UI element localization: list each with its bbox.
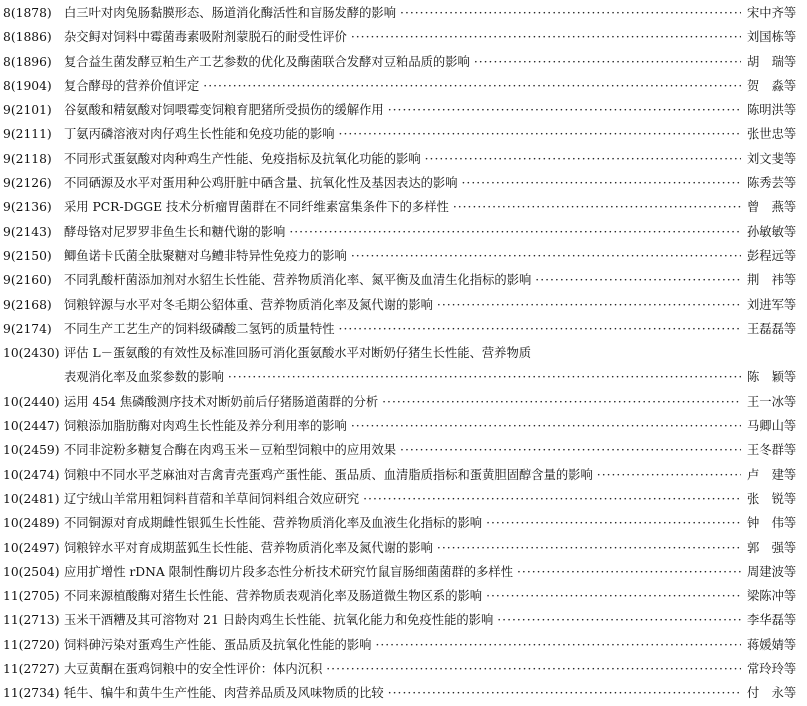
entry-issue-page: 10(2504) (3, 564, 60, 579)
entry-title[interactable]: 采用 PCR-DGGE 技术分析瘤胃菌群在不同纤维素富集条件下的多样性 (64, 200, 449, 215)
entry-title[interactable]: 白三叶对肉兔肠黏膜形态、肠道消化酶活性和盲肠发酵的影响 (64, 6, 397, 20)
entry-title-line (64, 390, 807, 414)
entry-issue-page: 10(2430) (3, 346, 60, 361)
entry-title-line (64, 463, 807, 487)
entry-issue-page: 9(2126) (3, 176, 52, 191)
toc-entry[interactable] (0, 681, 807, 705)
entry-author: 郭 强等 (747, 540, 797, 555)
entry-title[interactable]: 运用 454 焦磷酸测序技术对断奶前后仔猪肠道菌群的分析 (64, 394, 379, 409)
entry-title-line (64, 317, 807, 341)
entry-title[interactable]: 酵母铬对尼罗罗非鱼生长和糖代谢的影响 (64, 224, 286, 239)
entry-issue-page: 10(2489) (3, 516, 60, 531)
entry-title-line (64, 414, 807, 438)
dot-leader (453, 195, 741, 219)
dot-leader (425, 147, 741, 171)
entry-title[interactable]: 不同乳酸杆菌添加剂对水貂生长性能、营养物质消化率、氮平衡及血清生化指标的影响 (64, 273, 532, 288)
toc-entry[interactable] (0, 171, 807, 195)
toc-entry[interactable] (0, 1, 807, 25)
entry-title[interactable]: 评估 L－蛋氨酸的有效性及标准回肠可消化蛋氨酸水平对断奶仔猪生长性能、营养物质 (64, 346, 532, 361)
entry-issue-page: 8(1886) (3, 30, 52, 45)
toc-entry[interactable] (0, 536, 807, 560)
entry-title[interactable]: 复合益生菌发酵豆粕生产工艺参数的优化及酶菌联合发酵对豆粕品质的影响 (64, 54, 470, 69)
entry-issue-page: 9(2136) (3, 200, 52, 215)
entry-title-line (64, 25, 807, 49)
entry-issue-page: 10(2459) (3, 443, 60, 458)
entry-title[interactable]: 饲粮锌水平对育成期蓝狐生长性能、营养物质消化率及氮代谢的影响 (64, 540, 433, 555)
entry-author: 王磊磊等 (747, 321, 797, 336)
dot-leader (497, 608, 741, 632)
entry-issue-page: 9(2174) (3, 321, 52, 336)
entry-title[interactable]: 鲫鱼诺卡氏菌全肽聚糖对乌鳢非特异性免疫力的影响 (64, 248, 347, 263)
dot-leader (486, 584, 741, 608)
dot-leader (382, 390, 741, 414)
entry-author: 周建波等 (747, 564, 797, 579)
entry-title-line (64, 633, 807, 657)
toc-entry[interactable] (0, 220, 807, 244)
entry-author: 荆 祎等 (747, 273, 797, 288)
entry-issue-page: 9(2118) (3, 151, 52, 166)
entry-author: 钟 伟等 (747, 516, 797, 531)
entry-issue-page: 10(2474) (3, 467, 60, 482)
dot-leader (339, 122, 741, 146)
entry-title[interactable]: 牦牛、犏牛和黄牛生产性能、肉营养品质及风味物质的比较 (64, 686, 384, 701)
toc-entry[interactable] (0, 633, 807, 657)
entry-title-line (64, 536, 807, 560)
entry-title[interactable]: 饲粮添加脂肪酶对肉鸡生长性能及养分利用率的影响 (64, 419, 347, 434)
dot-leader (388, 98, 741, 122)
entry-title[interactable]: 玉米干酒糟及其可溶物对 21 日龄肉鸡生长性能、抗氧化能力和免疫性能的影响 (64, 613, 494, 628)
entry-author: 王一冰等 (747, 394, 797, 409)
toc-entry[interactable] (0, 584, 807, 608)
entry-author: 卢 建等 (747, 467, 797, 482)
dot-leader (535, 341, 741, 365)
entry-issue-page: 10(2447) (3, 419, 60, 434)
dot-leader (339, 317, 741, 341)
toc-entry[interactable] (0, 244, 807, 268)
entry-title-line (64, 560, 807, 584)
entry-issue-page: 10(2481) (3, 491, 60, 506)
toc-entry[interactable] (0, 657, 807, 681)
dot-leader (203, 74, 741, 98)
entry-author: 陈明洪等 (747, 103, 797, 118)
entry-title[interactable]: 复合酵母的营养价值评定 (64, 78, 200, 93)
entry-title-line (64, 341, 807, 365)
toc-entry[interactable] (0, 268, 807, 292)
dot-leader (462, 171, 741, 195)
entry-title-line (64, 50, 807, 74)
entry-issue-page: 9(2168) (3, 297, 52, 312)
dot-leader (289, 220, 741, 244)
entry-author: 陈 颖等 (747, 370, 797, 385)
entry-title[interactable]: 辽宁绒山羊常用粗饲料苜蓿和羊草间饲料组合效应研究 (64, 491, 360, 506)
toc-entry[interactable] (0, 438, 807, 462)
entry-issue-page: 11(2734) (3, 686, 60, 701)
entry-author: 胡 瑞等 (747, 54, 797, 69)
entry-issue-page: 8(1878) (3, 6, 52, 20)
toc-entry[interactable] (0, 414, 807, 438)
entry-title[interactable]: 饲粮锌源与水平对冬毛期公貂体重、营养物质消化率及氮代谢的影响 (64, 297, 433, 312)
dot-leader (474, 50, 741, 74)
entry-title-line (64, 98, 807, 122)
entry-author: 彭程远等 (747, 248, 797, 263)
entry-issue-page: 9(2160) (3, 273, 52, 288)
entry-title-line (64, 511, 807, 535)
entry-title[interactable]: 表观消化率及血浆参数的影响 (64, 370, 224, 385)
entry-title[interactable]: 不同非淀粉多糖复合酶在肉鸡玉米－豆粕型饲粮中的应用效果 (64, 443, 397, 458)
entry-author: 蒋媛婧等 (747, 637, 797, 652)
dot-leader (351, 244, 741, 268)
dot-leader (388, 681, 741, 705)
entry-title[interactable]: 应用扩增性 rDNA 限制性酶切片段多态性分析技术研究竹鼠盲肠细菌菌群的多样性 (64, 564, 513, 579)
entry-author: 梁陈冲等 (747, 589, 797, 604)
entry-title[interactable]: 大豆黄酮在蛋鸡饲粮中的安全性评价：体内沉积 (64, 662, 323, 677)
entry-title-line (64, 195, 807, 219)
entry-title[interactable]: 不同形式蛋氨酸对肉种鸡生产性能、免疫指标及抗氧化功能的影响 (64, 151, 421, 166)
entry-title[interactable]: 丁氨丙磷溶液对肉仔鸡生长性能和免疫功能的影响 (64, 127, 335, 142)
dot-leader (351, 414, 741, 438)
toc-entry[interactable] (0, 560, 807, 584)
dot-leader (437, 293, 741, 317)
entry-title-line (64, 657, 807, 681)
toc-entry[interactable] (0, 25, 807, 49)
entry-author: 贺 淼等 (747, 78, 797, 93)
entry-title-line (64, 1, 807, 25)
entry-title[interactable]: 饲粮中不同水平芝麻油对吉禽青壳蛋鸡产蛋性能、蛋品质、血清脂质指标和蛋黄胆固醇含量的影响 (64, 467, 593, 482)
entry-author: 陈秀芸等 (747, 176, 797, 191)
entry-author (747, 341, 807, 365)
entry-issue-page: 8(1896) (3, 54, 52, 69)
toc-entry[interactable] (0, 293, 807, 317)
toc-entry[interactable] (0, 365, 807, 389)
entry-issue-page: 9(2150) (3, 248, 52, 263)
toc-entry[interactable] (0, 341, 807, 365)
entry-author: 曾 燕等 (747, 200, 797, 215)
toc-entry[interactable] (0, 463, 807, 487)
dot-leader (228, 365, 741, 389)
entry-title[interactable]: 谷氨酸和精氨酸对饲喂霉变饲粮育肥猪所受损伤的缓解作用 (64, 103, 384, 118)
dot-leader (597, 463, 741, 487)
toc-entry[interactable] (0, 74, 807, 98)
entry-title-line (64, 171, 807, 195)
dot-leader (535, 268, 741, 292)
entry-issue-page: 11(2713) (3, 613, 60, 628)
toc-entry[interactable] (0, 195, 807, 219)
toc-entry[interactable] (0, 317, 807, 341)
toc-entry[interactable] (0, 511, 807, 535)
dot-leader (437, 536, 741, 560)
entry-title[interactable]: 杂交鲟对饲料中霉菌毒素吸附剂蒙脱石的耐受性评价 (64, 30, 347, 45)
entry-title-line (64, 584, 807, 608)
toc-entry[interactable] (0, 122, 807, 146)
toc-entry[interactable] (0, 608, 807, 632)
entry-title-line (64, 74, 807, 98)
entry-issue-page: 10(2440) (3, 394, 60, 409)
entry-title-line (64, 122, 807, 146)
entry-author: 李华磊等 (747, 613, 797, 628)
entry-author: 孙敏敏等 (747, 224, 797, 239)
entry-title-line (64, 438, 807, 462)
entry-author: 张 锐等 (747, 491, 797, 506)
entry-title-line (64, 487, 807, 511)
entry-title[interactable]: 不同铜源对育成期雌性银狐生长性能、营养物质消化率及血液生化指标的影响 (64, 516, 483, 531)
entry-title[interactable]: 饲料砷污染对蛋鸡生产性能、蛋品质及抗氧化性能的影响 (64, 637, 372, 652)
toc-entry[interactable] (0, 390, 807, 414)
entry-issue-page: 9(2111) (3, 127, 52, 142)
dot-leader (400, 1, 741, 25)
entry-author: 张世忠等 (747, 127, 797, 142)
entry-author: 马卿山等 (747, 419, 797, 434)
entry-issue-page: 10(2497) (3, 540, 60, 555)
entry-author: 常玲玲等 (747, 662, 797, 677)
toc-entry[interactable] (0, 50, 807, 74)
entry-title-line (64, 365, 807, 389)
toc-entry[interactable] (0, 147, 807, 171)
entry-issue-page: 11(2727) (3, 662, 60, 677)
entry-title-line (64, 608, 807, 632)
entry-issue-page: 9(2143) (3, 224, 52, 239)
toc-entry[interactable] (0, 487, 807, 511)
entry-title-line (64, 244, 807, 268)
entry-title[interactable]: 不同硒源及水平对蛋用种公鸡肝脏中硒含量、抗氧化性及基因表达的影响 (64, 176, 458, 191)
entry-title-line (64, 293, 807, 317)
entry-author: 王冬群等 (747, 443, 797, 458)
entry-issue-page: 11(2720) (3, 637, 60, 652)
dot-leader (326, 657, 741, 681)
entry-title-line (64, 268, 807, 292)
entry-title[interactable]: 不同生产工艺生产的饲料级磷酸二氢钙的质量特性 (64, 321, 335, 336)
dot-leader (517, 560, 741, 584)
entry-title[interactable]: 不同来源植酸酶对猪生长性能、营养物质表观消化率及肠道微生物区系的影响 (64, 589, 483, 604)
entry-issue-page: 11(2705) (3, 589, 60, 604)
dot-leader (351, 25, 741, 49)
entry-issue-page: 8(1904) (3, 78, 52, 93)
entry-title-line (64, 681, 807, 705)
dot-leader (375, 633, 741, 657)
entry-author: 刘文斐等 (747, 151, 797, 166)
dot-leader (363, 487, 741, 511)
entry-author: 刘进军等 (747, 297, 797, 312)
entry-title-line (64, 220, 807, 244)
dot-leader (400, 438, 741, 462)
toc-entry[interactable] (0, 98, 807, 122)
entry-author: 付 永等 (747, 686, 797, 701)
entry-author: 刘国栋等 (747, 30, 797, 45)
entry-author: 宋中齐等 (747, 6, 797, 20)
dot-leader (486, 511, 741, 535)
entry-title-line (64, 147, 807, 171)
entry-issue-page: 9(2101) (3, 103, 52, 118)
